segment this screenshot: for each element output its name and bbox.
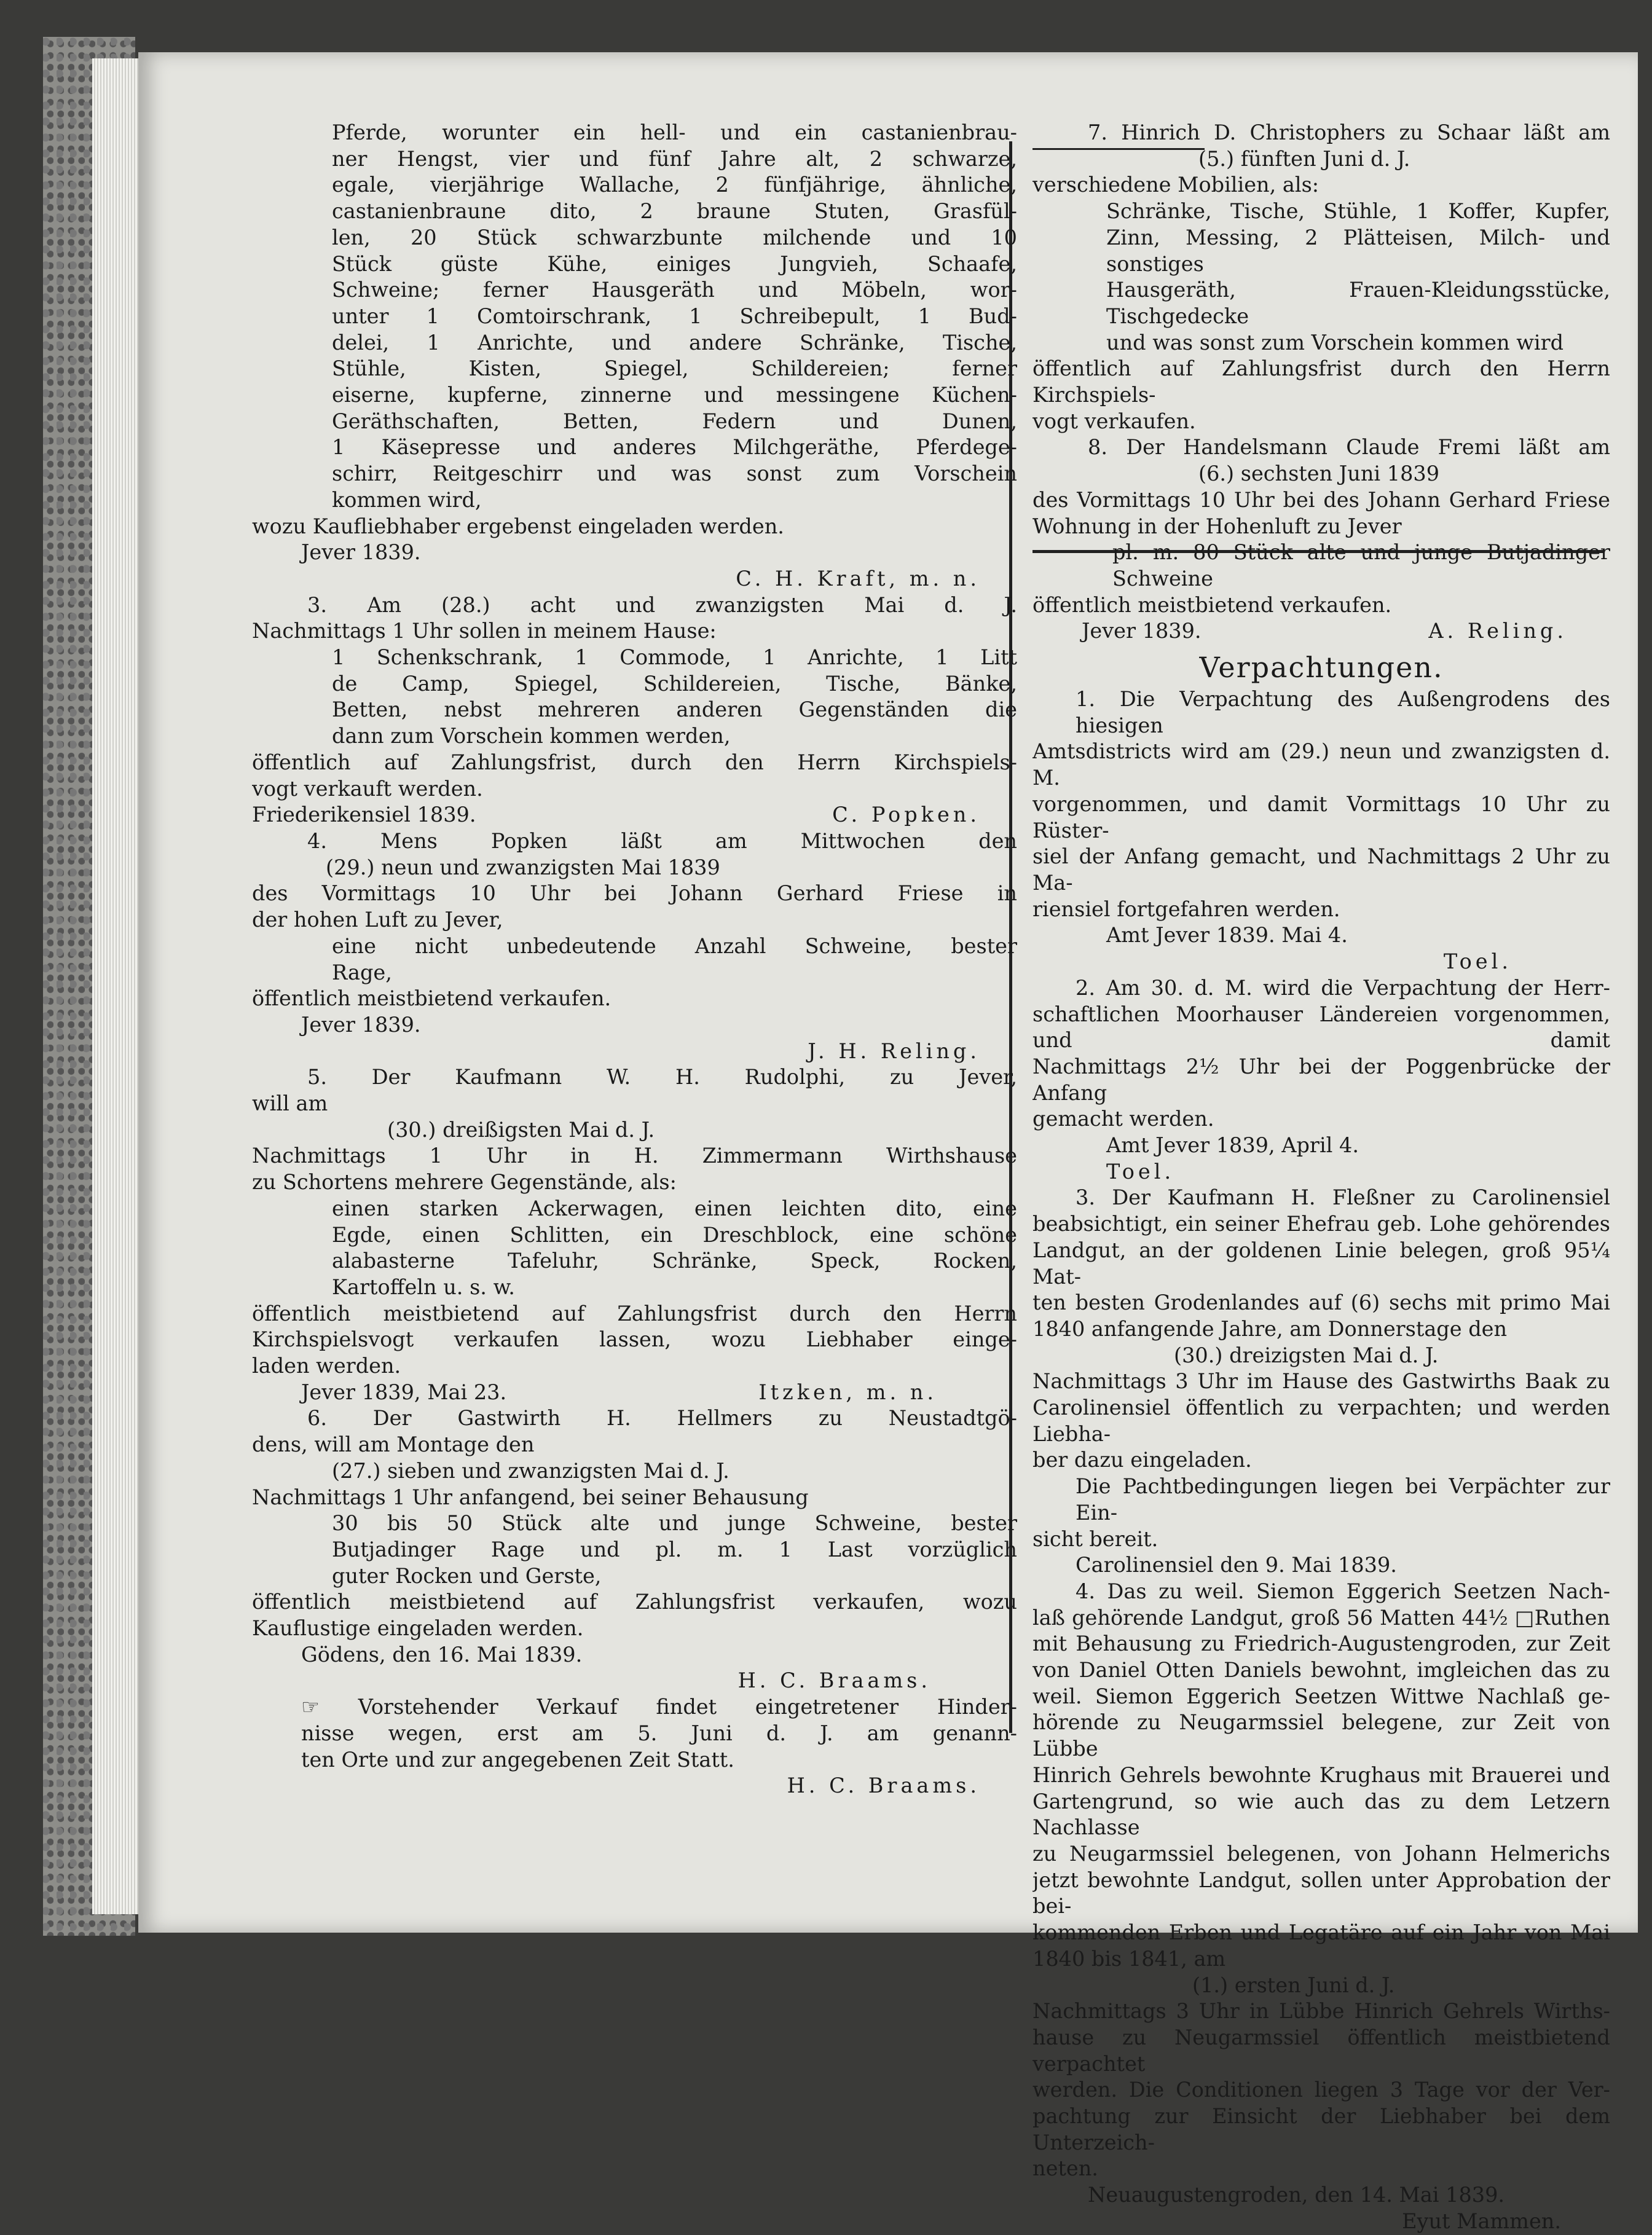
signature: Eyut Mammen.	[1402, 2209, 1561, 2233]
text-line: 1840 anfangende Jahre, am Donnerstage den	[1032, 1316, 1508, 1341]
place-date: Jever 1839.	[301, 540, 421, 565]
text-line: Schweine; ferner Hausgeräth und Möbeln, wor-	[332, 278, 1017, 302]
item-line: Rage,	[332, 960, 392, 984]
closing-line: öffentlich meistbietend auf Zahlungsfrist verkaufen, wozu	[252, 1590, 1017, 1614]
lot-heading: 8. Der Handelsmann Claude Fremi läßt am	[1088, 435, 1610, 460]
place-date: Friederikensiel 1839.	[252, 803, 476, 827]
text-line: 1 Käsepresse und anderes Milchgeräthe, Pferdege-	[332, 435, 1017, 460]
closing-line: öffentlich meistbietend auf Zahlungsfrist durch den Herrn	[252, 1301, 1017, 1326]
text-line: Nachmittags 1 Uhr in H. Zimmermann Wirthshause	[252, 1144, 1017, 1168]
item-line: Butjadinger Rage und pl. m. 1 Last vorzüglich	[332, 1537, 1017, 1561]
signature: Toel.	[1106, 1159, 1175, 1184]
notice-line: nisse wegen, erst am 5. Juni d. J. am genann-	[301, 1721, 1017, 1745]
item-line: de Camp, Spiegel, Schildereien, Tische, Bänke,	[332, 671, 1017, 696]
text-line: Nachmittags 1 Uhr anfangend, bei seiner Behausung	[252, 1485, 809, 1509]
text-line: Pferde, worunter ein hell- und ein castanienbrau-	[332, 120, 1017, 144]
place-date: Neuaugustengroden, den 14. Mai 1839.	[1088, 2183, 1505, 2207]
closing-line: öffentlich auf Zahlungsfrist durch den Herrn Kirchspiels-	[1032, 356, 1610, 407]
text-line: Landgut, an der goldenen Linie belegen, groß 95¼ Mat-	[1032, 1238, 1610, 1289]
text-line: 4. Das zu weil. Siemon Eggerich Seetzen Nach-	[1076, 1579, 1610, 1603]
signature: C. Popken.	[832, 803, 980, 827]
lot-heading: 4. Mens Popken läßt am Mittwochen den	[307, 828, 1017, 853]
text-line: delei, 1 Anrichte, und andere Schränke, Tische,	[332, 330, 1017, 355]
text-line: eiserne, kupferne, zinnerne und messingene Küchen-	[332, 383, 1017, 407]
lot-heading: 6. Der Gastwirth H. Hellmers zu Neustadtgö-	[307, 1406, 1017, 1431]
text-line: Carolinensiel öffentlich zu verpachten; und werden Liebha-	[1032, 1396, 1610, 1446]
item-line: Schweine	[1112, 566, 1213, 591]
text-line: castanienbraune dito, 2 braune Stuten, Grasfül-	[332, 199, 1017, 224]
text-line: Hinrich Gehrels bewohnte Krughaus mit Brauerei und	[1032, 1762, 1610, 1787]
text-line: Nachmittags 3 Uhr im Hause des Gastwirths Baak zu	[1032, 1369, 1610, 1394]
text-line: zu Neugarmssiel belegenen, von Johann Helmerichs	[1032, 1842, 1610, 1866]
notice-line: ten Orte und zur angegebenen Zeit Statt.	[301, 1747, 734, 1772]
text-line: weil. Siemon Eggerich Seetzen Wittwe Nachlaß ge-	[1032, 1684, 1610, 1708]
date-line: (30.) dreißigsten Mai d. J.	[387, 1117, 655, 1142]
closing-line: laden werden.	[252, 1354, 401, 1378]
date-line: (27.) sieben und zwanzigsten Mai d. J.	[332, 1458, 730, 1483]
signature: Itzken, m. n.	[758, 1380, 937, 1404]
text-line: hörende zu Neugarmssiel belegene, zur Zeit von Lübbe	[1032, 1710, 1610, 1761]
section-title: Verpachtungen.	[1199, 651, 1444, 685]
text-line: 3. Der Kaufmann H. Fleßner zu Carolinensiel	[1076, 1185, 1610, 1210]
text-line: verschiedene Mobilien, als:	[1032, 173, 1320, 197]
text-line: kommenden Erben und Legatäre auf ein Jahr von Mai	[1032, 1920, 1610, 1945]
lot-heading: 3. Am (28.) acht und zwanzigsten Mai d. J.	[307, 592, 1017, 617]
item-line: Betten, nebst mehreren anderen Gegenständen die	[332, 697, 1017, 722]
text-line: neten.	[1032, 2156, 1098, 2181]
text-line: schaftlichen Moorhauser Ländereien vorgenommen, und damit	[1032, 1002, 1610, 1053]
text-line: dens, will am Montage den	[252, 1432, 535, 1457]
text-line: 1840 bis 1841, am	[1032, 1946, 1226, 1971]
text-line: unter 1 Comtoirschrank, 1 Schreibepult, 1 Bud-	[332, 304, 1017, 328]
text-line: jetzt bewohnte Landgut, sollen unter Approbation der bei-	[1032, 1868, 1610, 1919]
date-line: (29.) neun und zwanzigsten Mai 1839	[326, 855, 720, 879]
closing-line: vogt verkaufen.	[1032, 409, 1196, 433]
text-line: sicht bereit.	[1032, 1526, 1158, 1551]
signature: J. H. Reling.	[808, 1039, 980, 1063]
item-line: Schränke, Tische, Stühle, 1 Koffer, Kupfer,	[1106, 199, 1610, 224]
signature: H. C. Braams.	[738, 1668, 931, 1693]
closing-line: öffentlich meistbietend verkaufen.	[1032, 592, 1392, 617]
item-line: guter Rocken und Gerste,	[332, 1563, 602, 1588]
text-line: der hohen Luft zu Jever,	[252, 908, 503, 932]
signature: H. C. Braams.	[787, 1773, 980, 1798]
text-line: laß gehörende Landgut, groß 56 Matten 44½ □Ruthen	[1032, 1605, 1610, 1630]
item-line: alabasterne Tafeluhr, Schränke, Speck, Rocken,	[332, 1249, 1017, 1273]
pointing-hand-icon: ☞	[301, 1695, 320, 1719]
text-line: kommen wird,	[332, 487, 482, 512]
closing-line: Kauflustige eingeladen werden.	[252, 1616, 584, 1641]
text-line: werden. Die Conditionen liegen 3 Tage vor der Ver-	[1032, 2078, 1610, 2102]
date-line: (1.) ersten Juni d. J.	[1192, 1973, 1395, 1997]
right-column	[1032, 120, 1610, 2235]
text-line: 1. Die Verpachtung des Außengrodens des hiesigen	[1076, 687, 1610, 737]
text-line: Geräthschaften, Betten, Federn und Dunen,	[332, 409, 1017, 433]
item-line: einen starken Ackerwagen, einen leichten dito, eine	[332, 1196, 1017, 1220]
item-line: Hausgeräth, Frauen-Kleidungsstücke, Tischgedecke	[1106, 278, 1610, 328]
item-line: eine nicht unbedeutende Anzahl Schweine, bester	[332, 933, 1017, 958]
place-date: Carolinensiel den 9. Mai 1839.	[1076, 1553, 1397, 1577]
text-line: von Daniel Otten Daniels bewohnt, imgleichen das zu	[1032, 1658, 1610, 1683]
item-line: 1 Schenkschrank, 1 Commode, 1 Anrichte, 1 Litt	[332, 645, 1017, 670]
text-line: Nachmittags 3 Uhr in Lübbe Hinrich Gehrels Wirths-	[1032, 1999, 1610, 2024]
text-line: riensiel fortgefahren werden.	[1032, 897, 1340, 921]
text-line: egale, vierjährige Wallache, 2 fünfjährige, ähnliche,	[332, 173, 1017, 197]
lot2-block	[252, 120, 1017, 514]
text-line: pachtung zur Einsicht der Liebhaber bei dem Unterzeich-	[1032, 2104, 1610, 2154]
item-line: 30 bis 50 Stück alte und junge Schweine, bester	[332, 1511, 1017, 1536]
closing-line: vogt verkauft werden.	[252, 776, 483, 801]
item-line: Kartoffeln u. s. w.	[332, 1275, 515, 1299]
item-line: und was sonst zum Vorschein kommen wird	[1106, 330, 1564, 355]
place-date: Jever 1839.	[301, 1012, 421, 1037]
closing-line: öffentlich auf Zahlungsfrist, durch den Herrn Kirchspiels-	[252, 750, 1017, 774]
text-line: Nachmittags 2½ Uhr bei der Poggenbrücke der Anfang	[1032, 1054, 1610, 1105]
signature: A. Reling.	[1428, 619, 1567, 643]
lot-heading: 5. Der Kaufmann W. H. Rudolphi, zu Jever,	[307, 1065, 1017, 1090]
text-line: ten besten Grodenlandes auf (6) sechs mit primo Mai	[1032, 1290, 1610, 1315]
place-date: Amt Jever 1839. Mai 4.	[1106, 923, 1348, 948]
text-line: 2. Am 30. d. M. wird die Verpachtung der Herr-	[1076, 975, 1610, 1000]
text-line: ber dazu eingeladen.	[1032, 1448, 1252, 1472]
text-line: Gartengrund, so wie auch das zu dem Letzern Nachlasse	[1032, 1789, 1610, 1840]
text-line: ner Hengst, vier und fünf Jahre alt, 2 schwarze,	[332, 146, 1017, 171]
signature: C. H. Kraft, m. n.	[736, 566, 980, 591]
closing-line: öffentlich meistbietend verkaufen.	[252, 986, 612, 1011]
text-line: zu Schortens mehrere Gegenstände, als:	[252, 1170, 677, 1195]
left-column	[252, 120, 1017, 1799]
text-line: Die Pachtbedingungen liegen bei Verpächter zur Ein-	[1076, 1474, 1610, 1525]
text-line: Nachmittags 1 Uhr sollen in meinem Hause:	[252, 619, 717, 643]
signature: Toel.	[1443, 949, 1512, 974]
place-date: Jever 1839.	[1082, 619, 1202, 643]
text-line: siel der Anfang gemacht, und Nachmittags 2 Uhr zu Ma-	[1032, 844, 1610, 895]
text-line: Stühle, Kisten, Spiegel, Schildereien; ferner	[332, 356, 1017, 381]
notice-line	[252, 1694, 1017, 1721]
text-line: schirr, Reitgeschirr und was sonst zum Vorschein	[332, 462, 1017, 486]
place-date: Jever 1839, Mai 23.	[301, 1380, 507, 1404]
place-date: Gödens, den 16. Mai 1839.	[301, 1642, 583, 1667]
closing-line: Kirchspielsvogt verkaufen lassen, wozu Liebhaber einge-	[252, 1327, 1017, 1352]
notice-text: Vorstehender Verkauf findet eingetretener Hinder-	[358, 1695, 1017, 1719]
item-line: dann zum Vorschein kommen werden,	[332, 724, 731, 748]
text-line: Amtsdistricts wird am (29.) neun und zwanzigsten d. M.	[1032, 739, 1610, 790]
text-line: Stück güste Kühe, einiges Jungvieh, Schaafe,	[332, 251, 1017, 276]
date-line: (5.) fünften Juni d. J.	[1198, 146, 1410, 171]
date-line: (30.) dreizigsten Mai d. J.	[1174, 1343, 1439, 1367]
text-line: mit Behausung zu Friedrich-Augustengroden, zur Zeit	[1032, 1632, 1610, 1656]
closing-line: wozu Kaufliebhaber ergebenst eingeladen werden.	[252, 514, 784, 538]
lot-heading: 7. Hinrich D. Christophers zu Schaar läßt am	[1088, 120, 1610, 144]
text-line: gemacht werden.	[1032, 1107, 1214, 1131]
item-line: pl. m. 80 Stück alte und junge Butjadinger	[1112, 540, 1610, 565]
item-line: Zinn, Messing, 2 Plätteisen, Milch- und sonstiges	[1106, 225, 1610, 276]
item-line: Egde, einen Schlitten, ein Dreschblock, eine schöne	[332, 1222, 1017, 1247]
text-line: beabsichtigt, ein seiner Ehefrau geb. Lohe gehörendes	[1032, 1212, 1610, 1236]
text-line: will am	[252, 1091, 328, 1116]
text-line: hause zu Neugarmssiel öffentlich meistbietend verpachtet	[1032, 2025, 1610, 2076]
text-line: des Vormittags 10 Uhr bei des Johann Gerhard Friese	[1032, 487, 1610, 512]
date-line: (6.) sechsten Juni 1839	[1198, 462, 1440, 486]
place-date: Amt Jever 1839, April 4.	[1106, 1133, 1359, 1158]
text-line: Wohnung in der Hohenluft zu Jever	[1032, 514, 1402, 538]
text-line: des Vormittags 10 Uhr bei Johann Gerhard Friese in	[252, 881, 1017, 906]
text-line: len, 20 Stück schwarzbunte milchende und 10	[332, 225, 1017, 249]
text-line: vorgenommen, und damit Vormittags 10 Uhr zu Rüster-	[1032, 791, 1610, 843]
